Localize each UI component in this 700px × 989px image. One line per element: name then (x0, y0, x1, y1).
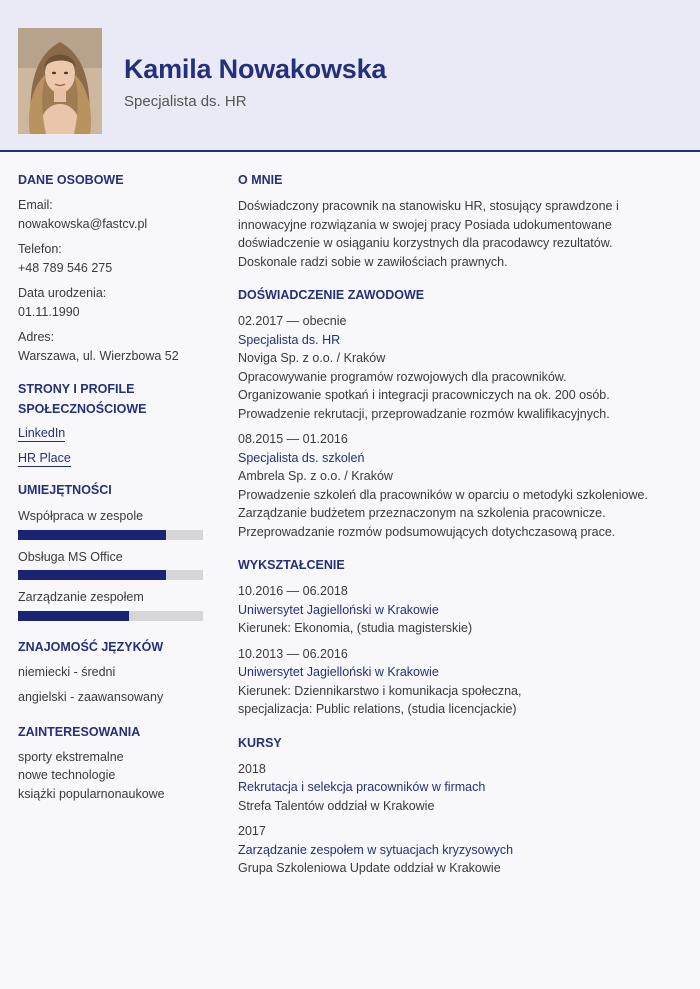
interests-section-title: ZAINTERESOWANIA (18, 724, 141, 739)
education-entry (238, 582, 688, 638)
skill-bar (18, 611, 203, 621)
job-company: Noviga Sp. z o.o. / Kraków (238, 351, 386, 365)
about-line: Doświadczony pracownik na stanowisku HR, stosujący sprawdzone i (238, 199, 619, 213)
job-duty: Przeprowadzanie rozmów podsumowujących dotychczasową prace. (238, 524, 616, 539)
job-duty: Opracowywanie programów rozwojowych dla pracowników. (238, 369, 567, 384)
linkedin-link[interactable]: LinkedIn (18, 426, 66, 440)
course-entry (238, 822, 688, 878)
job-position: Specjalista ds. HR (238, 332, 341, 347)
languages-section-title: ZNAJOMOŚĆ JĘZYKÓW (18, 639, 164, 654)
job-duty: Prowadzenie rekrutacji, przeprowadzanie rozmów kwalifikacyjnych. (238, 406, 610, 421)
course-year: 2018 (238, 761, 266, 776)
job-entry (238, 430, 688, 541)
job-entry (238, 312, 688, 423)
dob-label: Data urodzenia: (18, 286, 107, 300)
courses-section-title: KURSY (238, 735, 282, 750)
education-detail: specjalizacja: Public relations, (studia licencjackie) (238, 702, 517, 716)
job-duty: Prowadzenie szkoleń dla pracowników w oparciu o metodyki szkoleniowe. (238, 487, 648, 502)
about-line: innowacyjne rozwiązania w swojej pracy Posiada udokumentowane (238, 217, 612, 232)
skills-section-title: UMIEJĘTNOŚCI (18, 483, 112, 497)
interest-item: sporty ekstremalne (18, 749, 124, 764)
skill-bar-fill (18, 570, 166, 580)
skill-name: Współpraca w zespole (18, 509, 144, 523)
cv-header (0, 0, 700, 152)
education-entry (238, 645, 688, 719)
job-duty: Zarządzanie budżetem przeznaczonym na szkolenia pracownicze. (238, 506, 606, 520)
social-section-title-line1: STRONY I PROFILE (18, 382, 135, 396)
course-org: Grupa Szkoleniowa Update oddział w Krakowie (238, 861, 501, 875)
education-dates: 10.2013 — 06.2016 (238, 646, 348, 661)
skill-bar (18, 570, 203, 580)
about-text (238, 197, 688, 271)
interest-item: nowe technologie (18, 768, 116, 782)
email-value: nowakowska@fastcv.pl (18, 216, 148, 231)
skill-bar-fill (18, 611, 129, 621)
course-year: 2017 (238, 824, 266, 838)
job-duty: Organizowanie spotkań i integracji pracowniczych na ok. 200 osób. (238, 388, 610, 402)
left-column (18, 170, 204, 803)
job-position: Specjalista ds. szkoleń (238, 450, 365, 465)
course-name: Zarządzanie zespołem w sytuacjach kryzysowych (238, 842, 514, 857)
education-detail: Kierunek: Ekonomia, (studia magisterskie) (238, 621, 473, 635)
job-dates: 08.2015 — 01.2016 (238, 432, 348, 446)
hr-place-link[interactable]: HR Place (18, 451, 71, 465)
about-section-title: O MNIE (238, 173, 283, 187)
language-item: angielski - zaawansowany (18, 690, 164, 704)
education-detail: Kierunek: Dziennikarstwo i komunikacja społeczna, (238, 683, 522, 698)
about-line: doświadczenie w osiąganiu korzystnych dla pracodawcy rezultatów. (238, 236, 613, 250)
candidate-name: Kamila Nowakowska (124, 54, 387, 84)
skill-name: Obsługa MS Office (18, 549, 123, 564)
portrait-image (18, 28, 102, 134)
social-section-title-line2: SPOŁECZNOŚCIOWE (18, 402, 147, 416)
course-name: Rekrutacja i selekcja pracowników w firmach (238, 780, 486, 794)
education-school: Uniwersytet Jagielloński w Krakowie (238, 665, 439, 679)
education-section-title: WYKSZTAŁCENIE (238, 558, 345, 572)
address-value: Warszawa, ul. Wierzbowa 52 (18, 348, 179, 363)
about-line: Doskonale radzi sobie w zawiłościach prawnych. (238, 254, 508, 269)
course-entry (238, 760, 688, 816)
skill-name: Zarządzanie zespołem (18, 590, 144, 604)
personal-section-title: DANE OSOBOWE (18, 173, 124, 187)
experience-section-title: DOŚWIADCZENIE ZAWODOWE (238, 288, 425, 302)
email-label: Email: (18, 198, 53, 212)
job-dates: 02.2017 — obecnie (238, 314, 347, 328)
language-item: niemiecki - średni (18, 664, 116, 679)
phone-value: +48 789 546 275 (18, 260, 113, 275)
dob-value: 01.11.1990 (18, 304, 80, 319)
address-label: Adres: (18, 330, 55, 344)
education-school: Uniwersytet Jagielloński w Krakowie (238, 602, 439, 617)
education-dates: 10.2016 — 06.2018 (238, 584, 348, 598)
course-org: Strefa Talentów oddział w Krakowie (238, 798, 435, 813)
right-column (238, 170, 688, 878)
skill-bar (18, 530, 203, 540)
phone-label: Telefon: (18, 242, 62, 256)
job-company: Ambrela Sp. z o.o. / Kraków (238, 469, 393, 483)
skill-bar-fill (18, 530, 166, 540)
profile-photo (18, 28, 102, 134)
interest-item: książki popularnonaukowe (18, 786, 165, 801)
candidate-role: Specjalista ds. HR (124, 93, 247, 110)
